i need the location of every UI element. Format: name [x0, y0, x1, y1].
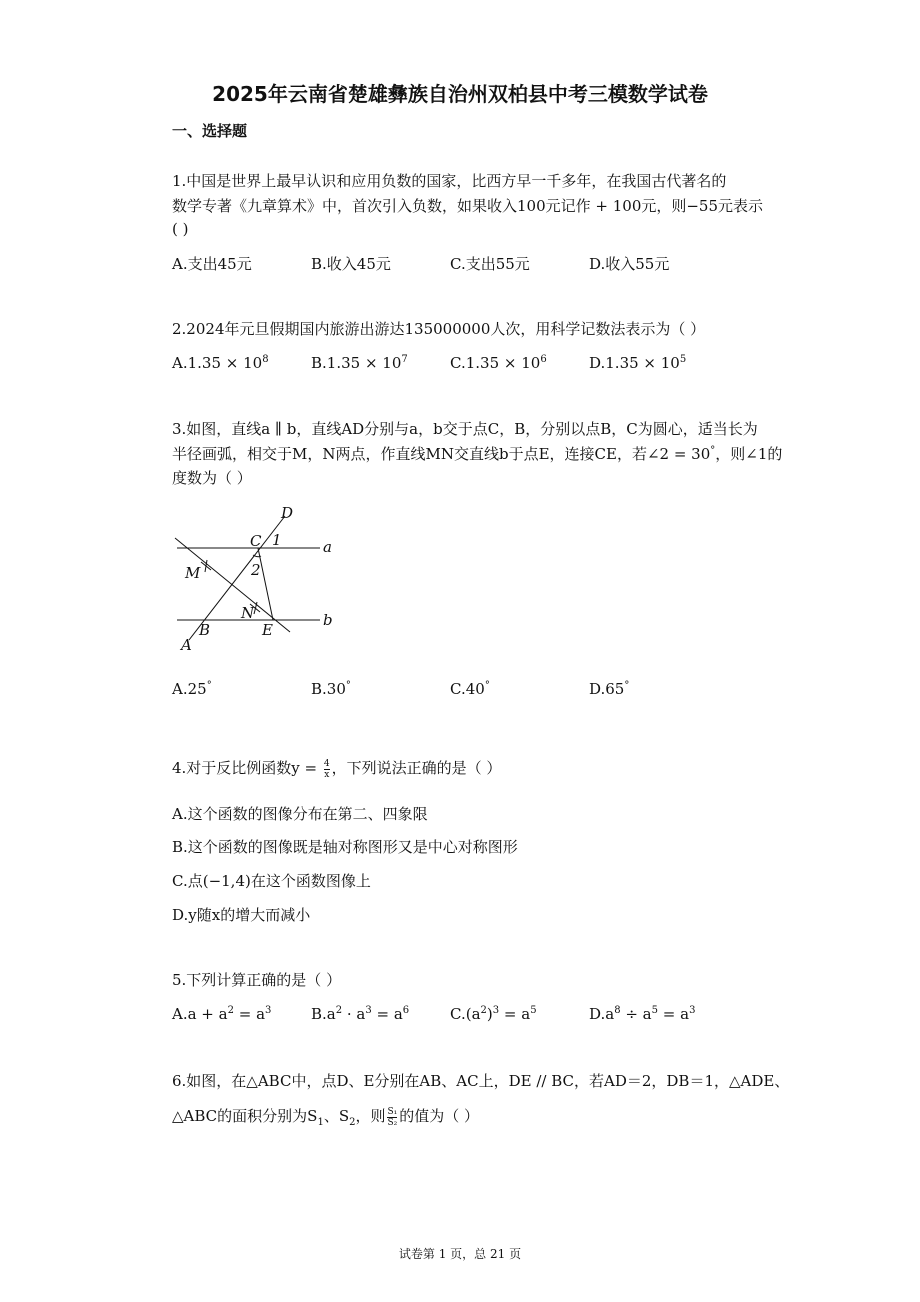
- q3-line1: 3.如图，直线a ∥ b，直线AD分别与a，b交于点C，B，分别以点B，C为圆心，适当长为: [172, 420, 758, 438]
- q2-stem: 2.2024年元旦假期国内旅游出游达135000000人次，用科学记数法表示为（ ）: [172, 320, 706, 338]
- q2-option-a: $A.1.35 \times 10^8$: [172, 354, 269, 372]
- q3-line3: 度数为（ ）: [172, 469, 252, 487]
- q3-option-a: A.25°: [172, 680, 212, 698]
- page-footer: 试卷第 1 页，总 21 页: [398, 1247, 522, 1261]
- exam-title: 2025年云南省楚雄彝族自治州双柏县中考三模数学试卷: [212, 82, 708, 106]
- q4-stem: 4.对于反比例函数y = $\frac{4}{x}$ ，下列说法正确的是（ ）: [172, 758, 502, 780]
- q3-option-b: B.30°: [311, 680, 351, 698]
- q6-line2: △ABC的面积分别为$S_1$、$S_2$，则 $\frac{\text{S₁}}{\text{S₂}}$ 的值为（ ）: [172, 1106, 480, 1128]
- q5-option-d: $D.a^8 \div a^5 = a^3$: [589, 1005, 696, 1023]
- q1-option-b: B.收入45元: [311, 255, 391, 273]
- label-e: E: [262, 621, 273, 639]
- q3-option-d: D.65°: [589, 680, 630, 698]
- q1-option-d: D.收入55元: [589, 255, 670, 273]
- q3-line2: 半径画弧，相交于M，N两点，作直线MN交直线b于点E，连接CE，若∠2 = 30°，则∠1的: [172, 445, 783, 463]
- q4-option-b: B.这个函数的图像既是轴对称图形又是中心对称图形: [172, 838, 518, 856]
- q4-option-c: C.点(−1,4)在这个函数图像上: [172, 872, 371, 890]
- q1-line3: ( ): [172, 220, 189, 238]
- q1-option-c: C.支出55元: [450, 255, 530, 273]
- q3-option-c: C.40°: [450, 680, 490, 698]
- q5-stem: 5.下列计算正确的是（ ）: [172, 971, 342, 989]
- section-heading: 一、选择题: [172, 122, 248, 140]
- q5-option-b: $B.a^2 \cdot a^3 = a^6$: [311, 1005, 410, 1023]
- q2-option-b: $B.1.35 \times 10^7$: [311, 354, 408, 372]
- q4-fraction: $\frac{4}{x}$: [323, 758, 330, 780]
- q2-option-d: $D.1.35 \times 10^5$: [589, 354, 687, 372]
- q4-option-a: A.这个函数的图像分布在第二、四象限: [172, 805, 428, 823]
- label-b-point: B: [199, 621, 211, 639]
- q5-option-c: $C.(a^2)^3 = a^5$: [450, 1005, 537, 1023]
- segment-ce: [258, 548, 273, 620]
- label-2: 2: [251, 561, 261, 579]
- label-a: a: [323, 538, 332, 556]
- label-1: 1: [272, 531, 282, 549]
- q6-line1: 6.如图，在△ABC中，点D、E分别在AB、AC上，DE // BC，若AD＝2，DB＝1，△ADE、: [172, 1072, 790, 1090]
- q1-line2: 数学专著《九章算术》中，首次引入负数，如果收入100元记作 + 100元，则−55元表示: [172, 197, 764, 215]
- label-c: C: [250, 532, 262, 550]
- q3-figure: [165, 500, 345, 660]
- q2-option-c: $C.1.35 \times 10^6$: [450, 354, 547, 372]
- q4-option-d: D.y随x的增大而减小: [172, 906, 311, 924]
- label-b-line: b: [323, 611, 333, 629]
- label-n: N: [241, 604, 255, 622]
- q1-line1: 1.中国是世界上最早认识和应用负数的国家，比西方早一千多年，在我国古代著名的: [172, 172, 727, 190]
- q1-option-a: A.支出45元: [172, 255, 252, 273]
- q5-option-a: $A.a + a^2 = a^3$: [172, 1005, 272, 1023]
- q6-fraction: $\frac{\text{S₁}}{\text{S₂}}$: [387, 1106, 398, 1128]
- label-m: M: [185, 564, 201, 582]
- label-a-point: A: [181, 636, 192, 654]
- label-d: D: [281, 504, 294, 522]
